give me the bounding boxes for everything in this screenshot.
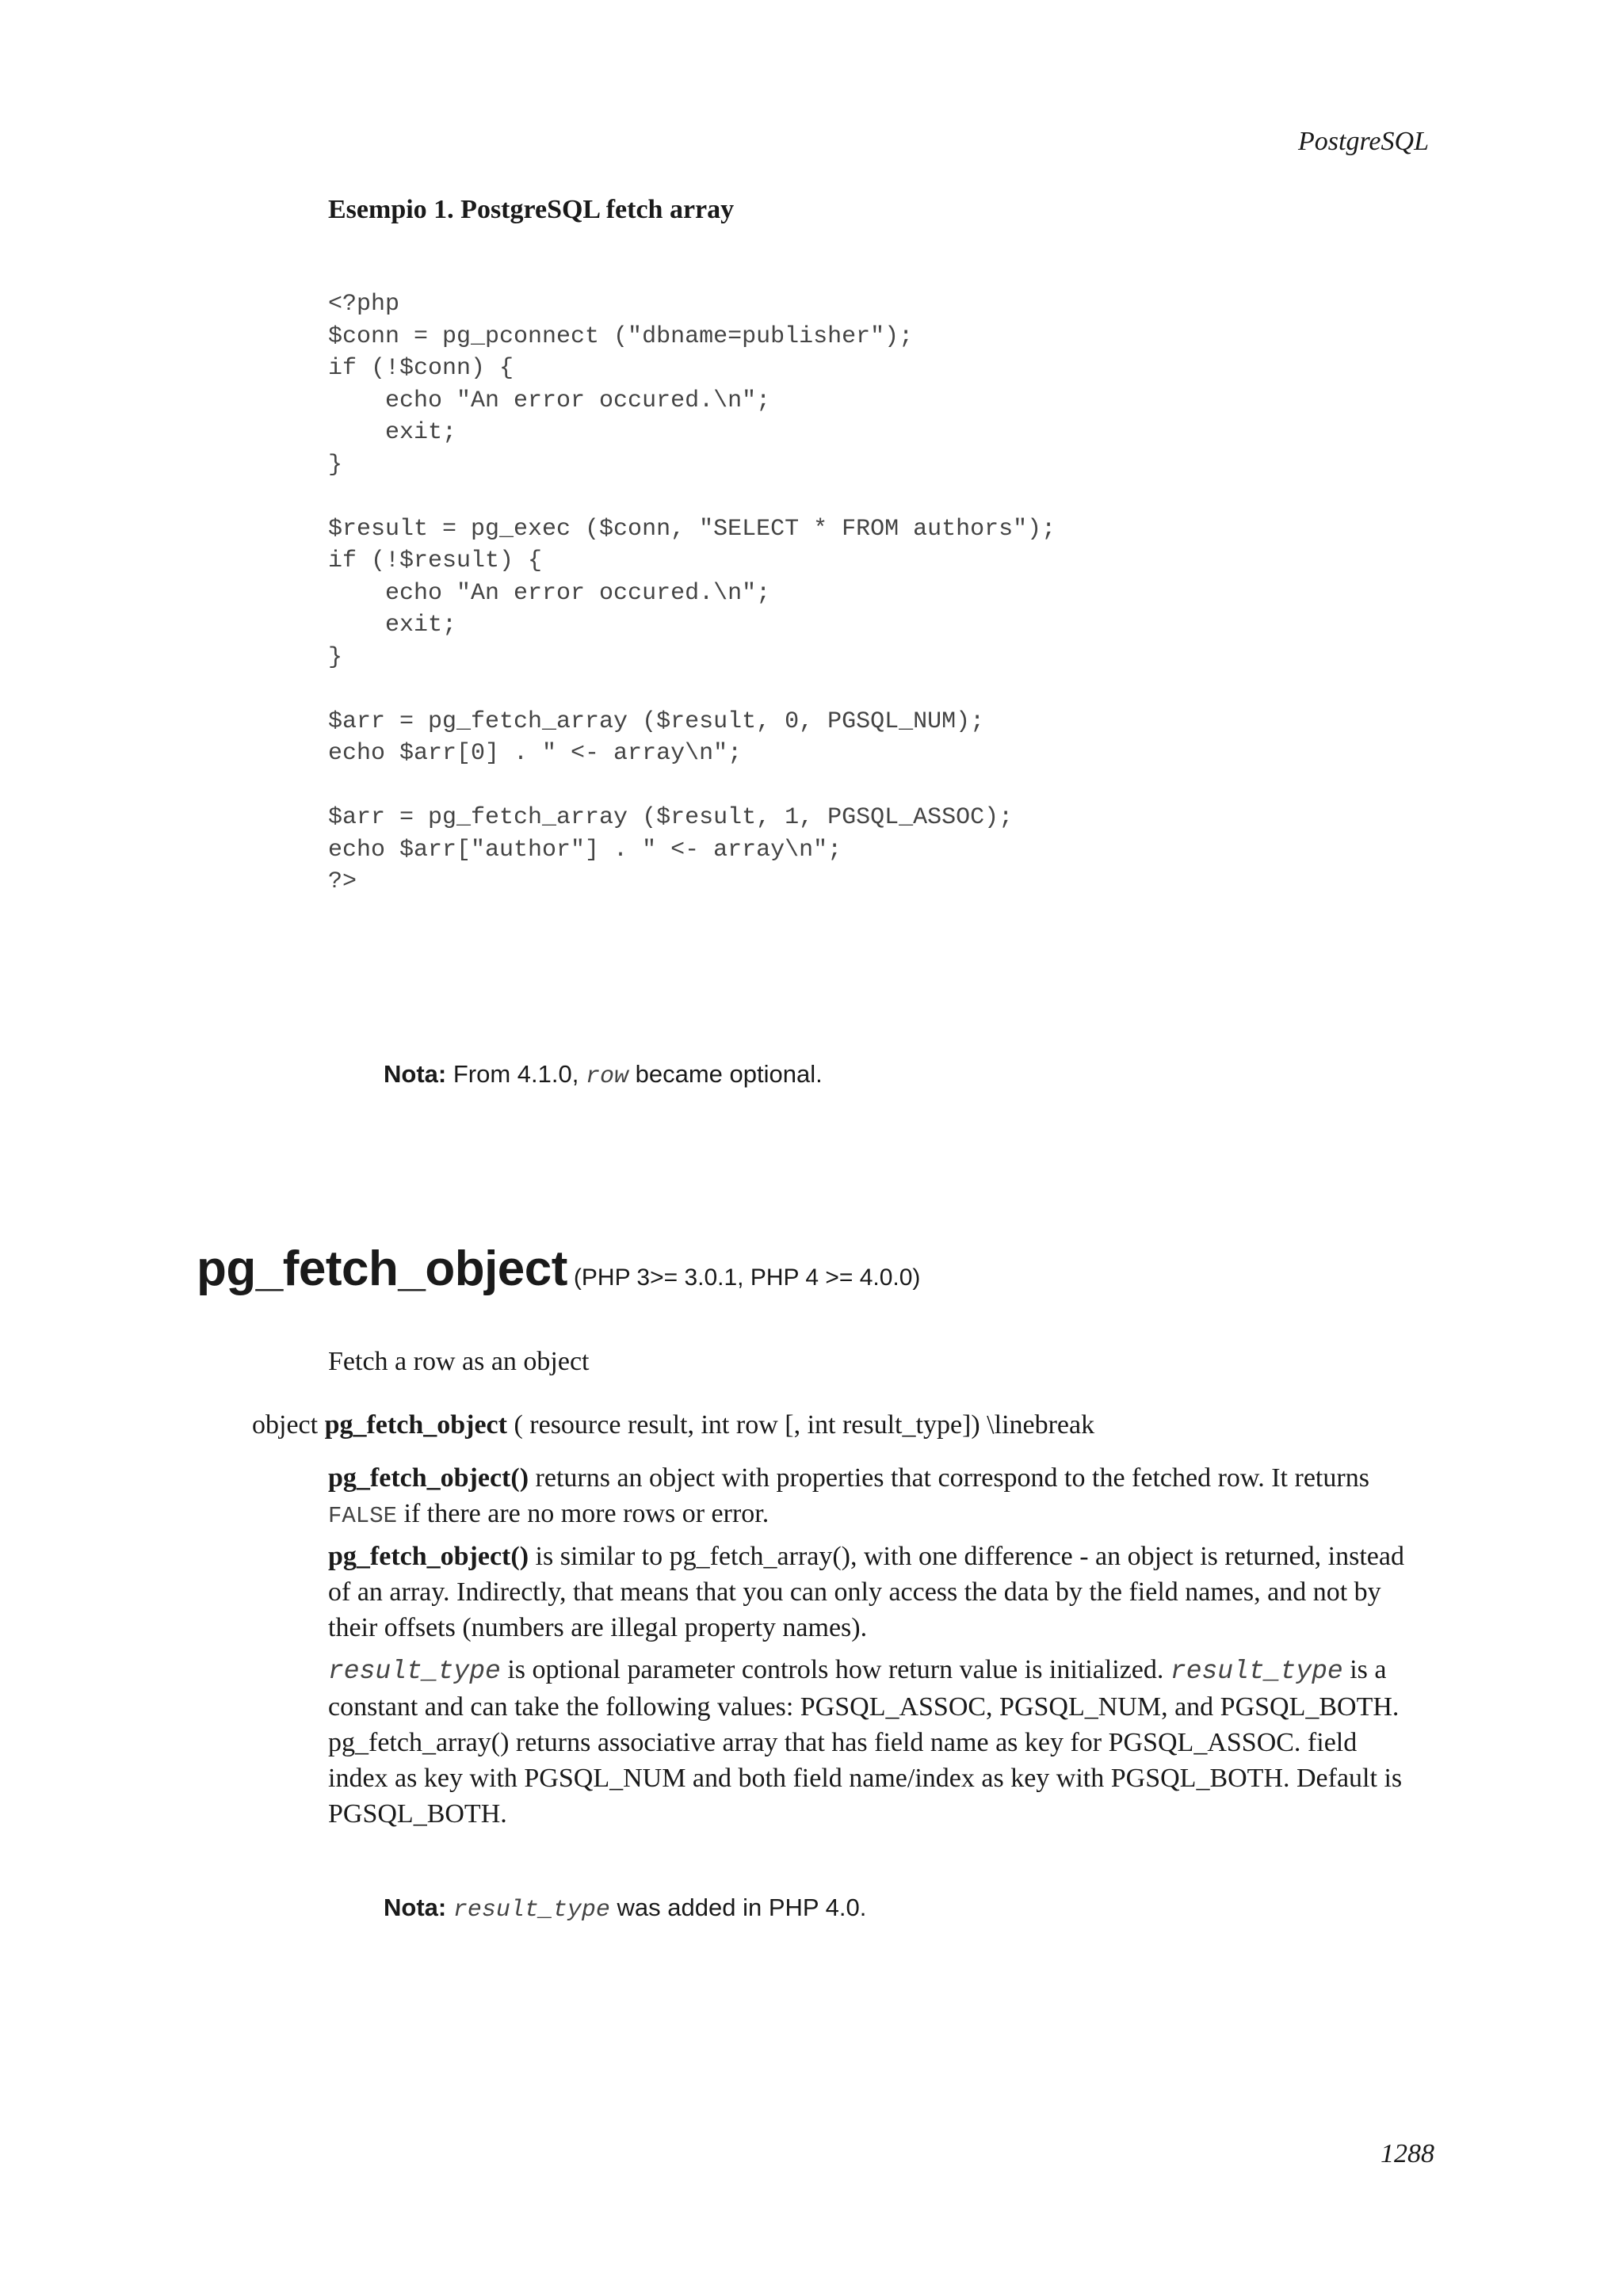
synopsis-function-name: pg_fetch_object — [324, 1410, 507, 1440]
paragraph-text: if there are no more rows or error. — [403, 1499, 769, 1528]
synopsis-params: ( resource result, int row [, int result_type]) \linebreak — [514, 1410, 1095, 1440]
constant-false: FALSE — [328, 1503, 398, 1529]
param-result-type: result_type — [1170, 1657, 1343, 1686]
code-block: <?php $conn = pg_pconnect ("dbname=publisher"); if (!$conn) { echo "An error occured.\n"; exit; } $result = pg_exec ($conn, "SELECT * FROM authors"); if (!$result) { echo "An error occured.\n"; exit; } $arr = pg_fetch_array ($result, 0, PGSQL_NUM); echo $arr[0] . " <- array\n"; $arr = pg_fetch_array ($result, 1, PGSQL_ASSOC); echo $arr["author"] . " <- array\n"; ?> — [328, 291, 1056, 895]
note-text-end: became optional. — [635, 1060, 823, 1088]
description-paragraph-3 — [328, 1652, 1422, 1832]
note-row-optional — [384, 1060, 823, 1090]
function-ref: pg_fetch_object() — [328, 1542, 529, 1571]
function-ref: pg_fetch_object() — [328, 1463, 529, 1493]
page-number: 1288 — [1381, 2139, 1434, 2168]
param-row: row — [585, 1063, 628, 1090]
function-name: pg_fetch_object — [197, 1241, 567, 1296]
param-result-type: result_type — [453, 1897, 610, 1924]
description-paragraph-2 — [328, 1539, 1422, 1646]
return-type: object — [252, 1410, 319, 1440]
function-purpose: Fetch a row as an object — [328, 1347, 590, 1376]
function-synopsis — [252, 1410, 1094, 1440]
note-label: Nota: — [384, 1060, 447, 1088]
param-result-type: result_type — [328, 1657, 501, 1686]
paragraph-text: is a constant and can take the following values: PGSQL_ASSOC, PGSQL_NUM, and PGSQL_BOTH. pg_fetch_array() returns associative array that has field name as key for PGSQL_ASSOC. field index as key with PGSQL_NUM and both field name/index as key with PGSQL_BOTH. Default is PGSQL_BOTH. — [328, 1655, 1403, 1829]
example-title: Esempio 1. PostgreSQL fetch array — [328, 195, 735, 224]
note-text-end: was added in PHP 4.0. — [617, 1894, 867, 1921]
running-header: PostgreSQL — [1298, 127, 1429, 156]
note-text: From 4.1.0, — [453, 1060, 579, 1088]
paragraph-text: is similar to pg_fetch_array(), with one difference - an object is returned, instead of an array. Indirectly, that means that you can only access the data by the field names, and not by their offsets (numbers are illegal property names). — [328, 1542, 1404, 1642]
note-label: Nota: — [384, 1894, 447, 1921]
paragraph-text: returns an object with properties that correspond to the fetched row. It returns — [535, 1463, 1369, 1493]
paragraph-text: is optional parameter controls how return value is initialized. — [507, 1655, 1164, 1684]
note-result-type — [384, 1894, 866, 1924]
description-paragraph-1 — [328, 1460, 1422, 1534]
function-versions: (PHP 3>= 3.0.1, PHP 4 >= 4.0.0) — [573, 1264, 921, 1291]
function-heading — [197, 1241, 920, 1297]
